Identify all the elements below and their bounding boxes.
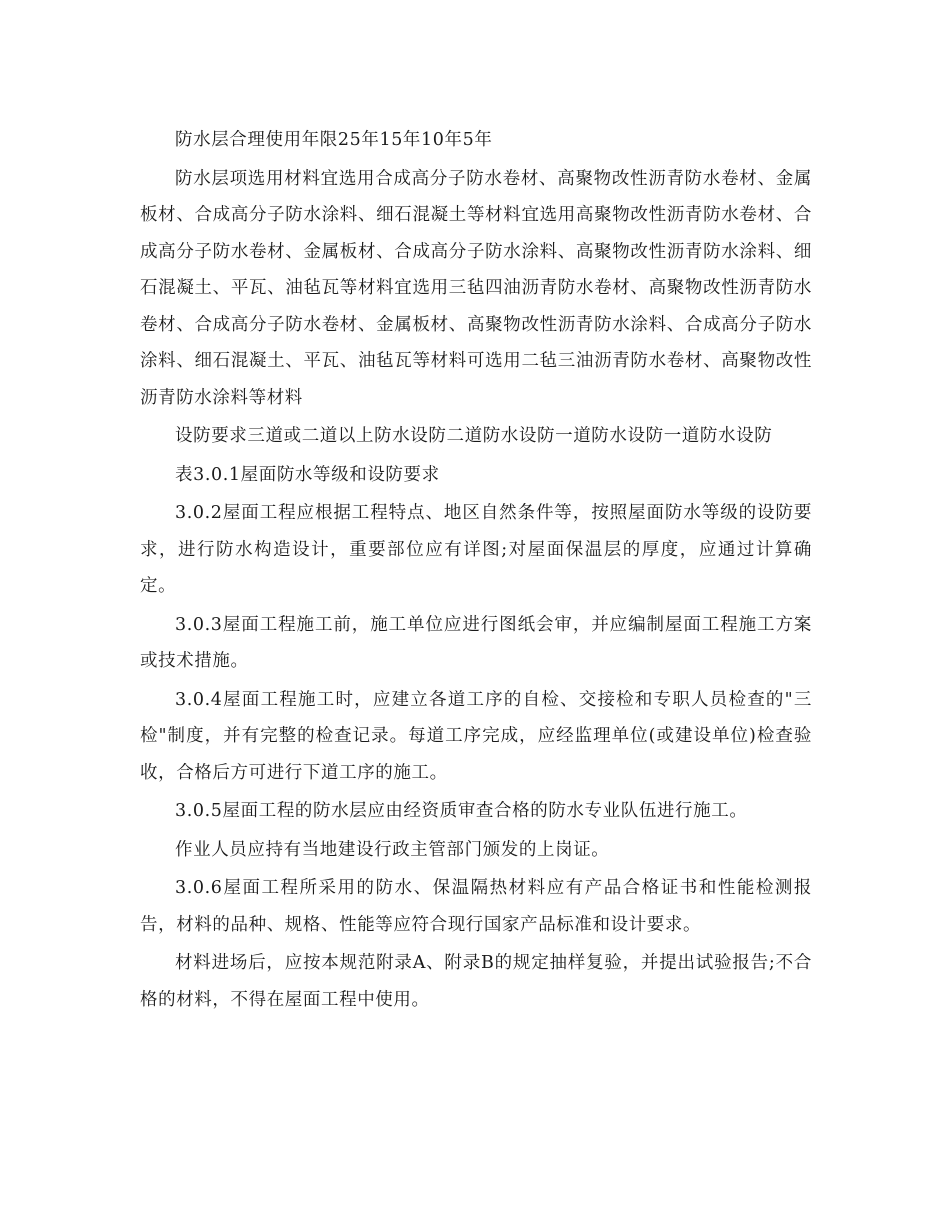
- paragraph-material-inspection: 材料进场后，应按本规范附录A、附录B的规定抽样复验，并提出试验报告;不合格的材料，不得在屋面工程中使用。: [140, 953, 812, 1010]
- paragraph-clause-3-0-4: 3.0.4屋面工程施工时，应建立各道工序的自检、交接检和专职人员检查的"三检"制度，并有完整的检查记录。每道工序完成，应经监理单位(或建设单位)检查验收，合格后方可进行下道工序的施工。: [140, 689, 812, 783]
- paragraph-fortification-requirement: 设防要求三道或二道以上防水设防二道防水设防一道防水设防一道防水设防: [175, 426, 773, 446]
- paragraph-material-selection: 防水层项选用材料宜选用合成高分子防水卷材、高聚物改性沥青防水卷材、金属板材、合成高分子防水涂料、细石混凝土等材料宜选用高聚物改性沥青防水卷材、合成高分子防水卷材、金属板材、合成高分子防水涂料、高聚物改性沥青防水涂料、细石混凝土、平瓦、油毡瓦等材料宜选用三毡四油沥青防水卷材、高聚物改性沥青防水卷材、合成高分子防水卷材、金属板材、高聚物改性沥青防水涂料、合成高分子防水涂料、细石混凝土、平瓦、油毡瓦等材料可选用二毡三油沥青防水卷材、高聚物改性沥青防水涂料等材料: [140, 168, 812, 408]
- paragraph-clause-3-0-6: 3.0.6屋面工程所采用的防水、保温隔热材料应有产品合格证书和性能检测报告，材料的品种、规格、性能等应符合现行国家产品标准和设计要求。: [140, 878, 812, 935]
- paragraph-clause-3-0-3: 3.0.3屋面工程施工前，施工单位应进行图纸会审，并应编制屋面工程施工方案或技术措施。: [140, 614, 812, 671]
- paragraph-clause-3-0-5: 3.0.5屋面工程的防水层应由经资质审查合格的防水专业队伍进行施工。: [175, 801, 748, 821]
- paragraph-clause-3-0-2: 3.0.2屋面工程应根据工程特点、地区自然条件等，按照屋面防水等级的设防要求，进行防水构造设计，重要部位应有详图;对屋面保温层的厚度，应通过计算确定。: [140, 503, 812, 596]
- table-caption: 表3.0.1屋面防水等级和设防要求: [175, 464, 440, 485]
- paragraph-work-permit: 作业人员应持有当地建设行政主管部门颁发的上岗证。: [175, 839, 610, 860]
- paragraph-service-life: 防水层合理使用年限25年15年10年5年: [175, 130, 493, 150]
- document-page: [140, 122, 812, 1020]
